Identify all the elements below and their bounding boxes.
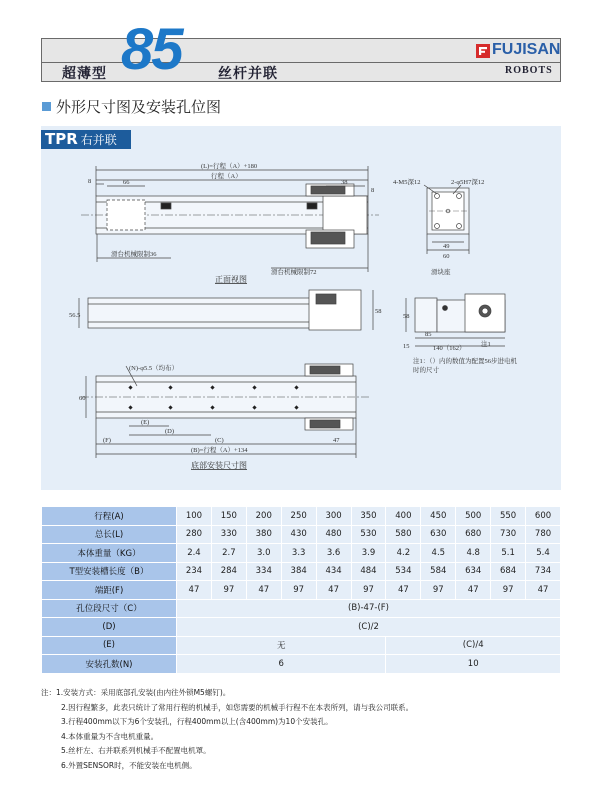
table-row <box>42 544 561 563</box>
table-cell: 330 <box>211 525 246 544</box>
table-cell: 5.1 <box>491 544 526 563</box>
table-cell: 47 <box>246 581 281 600</box>
section-bullet-icon <box>42 102 51 111</box>
table-row <box>42 636 561 655</box>
drawing-note: 注1：（）内的数值为配置56步进电机时的尺寸 <box>413 358 517 374</box>
model-tag <box>41 130 131 149</box>
notes-block <box>41 686 413 774</box>
slide-limit-left: 滑台机械限制36 <box>111 251 157 258</box>
bottom-dim-e: (E) <box>141 419 150 426</box>
table-cell: 4.2 <box>386 544 421 563</box>
row-label: 端距(F) <box>42 581 177 600</box>
table-row <box>42 655 561 674</box>
table-cell: 284 <box>211 562 246 581</box>
table-cell: 430 <box>281 525 316 544</box>
table-cell: 780 <box>526 525 561 544</box>
bottom-view <box>81 364 369 458</box>
bottom-view-caption: 底部安装尺寸图 <box>191 461 247 470</box>
bottom-dim-f: (F) <box>103 437 111 444</box>
slider-dim-49: 49 <box>443 243 450 250</box>
table-cell: 450 <box>421 507 456 526</box>
bottom-dim-60: 60 <box>79 395 86 402</box>
slide-limit-right: 滑台机械限制72 <box>271 269 317 276</box>
dim-8-left: 8 <box>88 178 92 185</box>
table-cell: 400 <box>386 507 421 526</box>
table-cell: 630 <box>421 525 456 544</box>
technical-drawing <box>41 150 561 490</box>
table-cell: 684 <box>491 562 526 581</box>
table-cell: 500 <box>456 507 491 526</box>
model-tag-code: TPR <box>45 130 78 148</box>
table-cell: 3.3 <box>281 544 316 563</box>
table-cell: 97 <box>351 581 386 600</box>
note-line: 5.丝杆左、右并联系列机械手不配置电机罩。 <box>61 746 211 756</box>
dim-66: 66 <box>123 179 130 186</box>
side-view <box>79 290 505 346</box>
table-cell: 2.7 <box>211 544 246 563</box>
table-row <box>42 599 561 618</box>
table-cell: 200 <box>246 507 281 526</box>
model-tag-name: 右并联 <box>80 133 117 147</box>
dim-38: 38 <box>341 179 348 186</box>
slider-hole-a: 4-M5深12 <box>393 179 421 186</box>
table-cell: 97 <box>491 581 526 600</box>
series-label: 超薄型 <box>62 66 107 82</box>
table-cell: 97 <box>421 581 456 600</box>
table-cell: 734 <box>526 562 561 581</box>
table-cell: 4.5 <box>421 544 456 563</box>
table-cell: 584 <box>421 562 456 581</box>
table-cell: 480 <box>316 525 351 544</box>
table-cell: 47 <box>316 581 351 600</box>
table-cell: 530 <box>351 525 386 544</box>
table-cell: 550 <box>491 507 526 526</box>
table-row <box>42 507 561 526</box>
table-cell: (B)-47-(F) <box>177 599 561 618</box>
table-row <box>42 562 561 581</box>
dim-stroke: 行程（A） <box>211 173 242 180</box>
table-cell: 97 <box>211 581 246 600</box>
table-cell: 680 <box>456 525 491 544</box>
note-line: 2.因行程繁多，此表只统计了常用行程的机械手，如您需要的机械手行程不在本表所列，请与我公司联系。 <box>61 702 414 712</box>
table-cell: 300 <box>316 507 351 526</box>
end-dim-85: 85 <box>425 331 432 338</box>
row-label: 孔位段尺寸（C） <box>42 599 177 618</box>
table-row <box>42 581 561 600</box>
bottom-dim-b: (B)=行程（A）+134 <box>191 447 248 454</box>
table-cell: 234 <box>177 562 212 581</box>
side-dim-58: 58 <box>375 308 382 315</box>
end-dim-140: 140（162） <box>433 345 466 352</box>
table-cell: (C)/2 <box>177 618 561 637</box>
table-cell: 434 <box>316 562 351 581</box>
table-cell: 100 <box>177 507 212 526</box>
end-dim-15: 15 <box>403 343 410 350</box>
bottom-hole-label: (N)-φ5.5（均布） <box>129 365 179 372</box>
header-divider <box>41 62 561 63</box>
table-row <box>42 618 561 637</box>
note-line: 注：1.安装方式：采用底部孔安装(由内往外锁M5螺钉)。 <box>41 688 231 697</box>
row-label: 行程(A) <box>42 507 177 526</box>
slider-hole-b: 2-φ5H7深12 <box>451 179 485 186</box>
table-cell: 5.4 <box>526 544 561 563</box>
series-type-label: 丝杆并联 <box>218 66 278 82</box>
table-cell: 534 <box>386 562 421 581</box>
dim-8-right: 8 <box>371 187 375 194</box>
slider-caption: 滑块座 <box>431 269 451 276</box>
table-cell: 2.4 <box>177 544 212 563</box>
model-number: 85 <box>121 17 182 82</box>
slider-dim-60: 60 <box>443 253 450 260</box>
note-line: 6.外置SENSOR时，不能安装在电机侧。 <box>61 760 197 770</box>
table-cell: 600 <box>526 507 561 526</box>
table-cell: 280 <box>177 525 212 544</box>
dim-total-length: (L)=行程（A）+180 <box>201 163 258 170</box>
bottom-dim-d: (D) <box>165 428 175 435</box>
table-cell: 无 <box>177 636 386 655</box>
table-cell: 634 <box>456 562 491 581</box>
note-line: 4.本体重量为不含电机重量。 <box>61 731 159 741</box>
row-label: 本体重量（KG） <box>42 544 177 563</box>
table-row <box>42 525 561 544</box>
table-cell: 250 <box>281 507 316 526</box>
table-cell: 47 <box>456 581 491 600</box>
table-cell: 47 <box>526 581 561 600</box>
table-cell: 4.8 <box>456 544 491 563</box>
table-cell: 3.6 <box>316 544 351 563</box>
brand-subtitle: ROBOTS <box>505 65 553 76</box>
front-view-caption: 正面视图 <box>215 275 247 284</box>
table-cell: 6 <box>177 655 386 674</box>
brand-name: FUJISAN <box>492 41 561 58</box>
end-dim-58: 58 <box>403 313 410 320</box>
table-cell: 47 <box>177 581 212 600</box>
table-cell: 3.9 <box>351 544 386 563</box>
row-label: (E) <box>42 636 177 655</box>
bottom-dim-47: 47 <box>333 437 340 444</box>
table-cell: 730 <box>491 525 526 544</box>
row-label: (D) <box>42 618 177 637</box>
table-cell: 334 <box>246 562 281 581</box>
row-label: 安装孔数(N) <box>42 655 177 674</box>
table-cell: 484 <box>351 562 386 581</box>
table-cell: 47 <box>386 581 421 600</box>
end-dim-note-ref: 注1 <box>481 341 491 348</box>
table-cell: 580 <box>386 525 421 544</box>
bottom-dim-c: (C) <box>215 437 224 444</box>
table-cell: 10 <box>386 655 561 674</box>
table-cell: 350 <box>351 507 386 526</box>
table-cell: 380 <box>246 525 281 544</box>
section-title: 外形尺寸图及安装孔位图 <box>56 98 222 116</box>
spec-table <box>41 506 561 674</box>
table-cell: 97 <box>281 581 316 600</box>
brand-logo-icon <box>476 44 490 58</box>
row-label: 总长(L) <box>42 525 177 544</box>
table-cell: 3.0 <box>246 544 281 563</box>
note-line: 3.行程400mm以下为6个安装孔，行程400mm以上(含400mm)为10个安装孔。 <box>61 717 333 727</box>
table-cell: 150 <box>211 507 246 526</box>
row-label: T型安装槽长度（B） <box>42 562 177 581</box>
table-cell: 384 <box>281 562 316 581</box>
table-cell: (C)/4 <box>386 636 561 655</box>
side-dim-56-5: 56.5 <box>69 312 81 319</box>
